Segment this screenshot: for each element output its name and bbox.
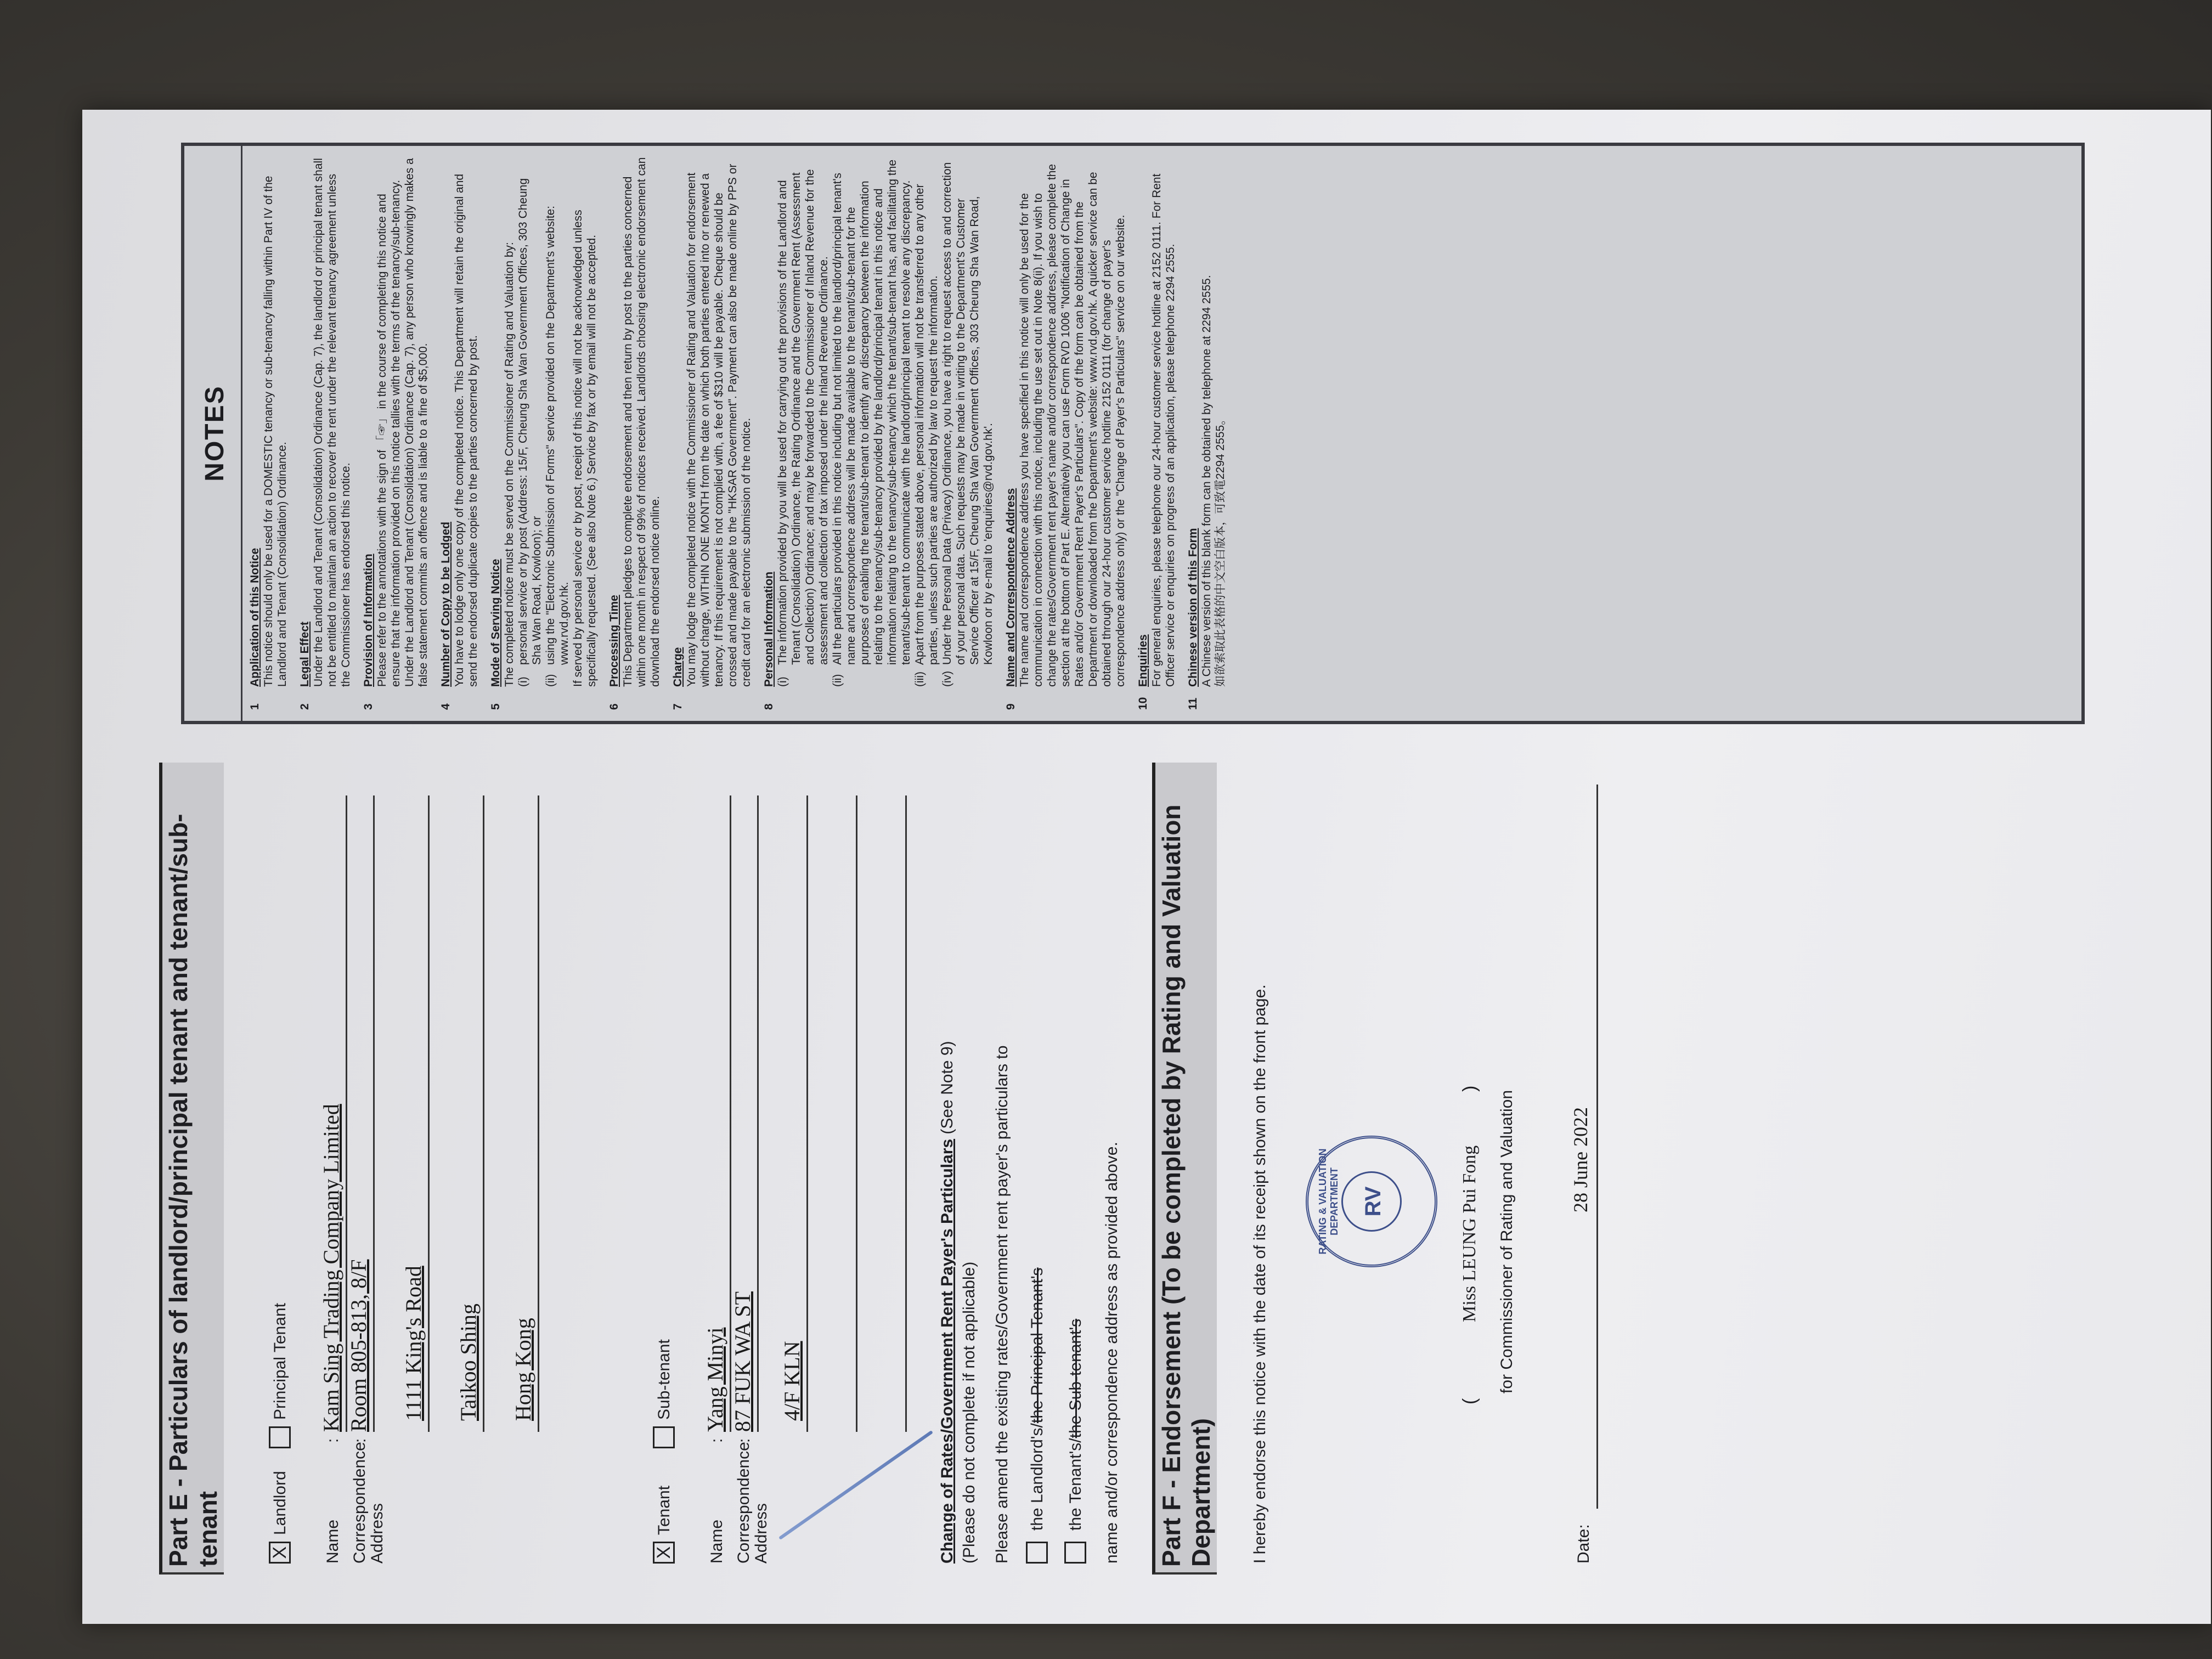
- tenant-name-label: Name: [708, 1519, 726, 1564]
- note-text: This Department pledges to complete endorsement and then return by post to the parties concerned within one month in respect of 99% of notices received. Landlords choosing electronic endorsement can download the endorsed notice online.: [622, 157, 662, 687]
- signer-name: Miss LEUNG Pui Fong: [1459, 1145, 1480, 1322]
- note-heading: Charge: [672, 647, 684, 687]
- note-heading: Personal Information: [763, 571, 775, 687]
- note-body: [1004, 157, 1127, 687]
- note-number: 11: [1187, 697, 1199, 710]
- note-item: [489, 157, 599, 710]
- landlord-change-checkbox[interactable]: [1026, 1542, 1048, 1564]
- notes-list: [248, 157, 1227, 710]
- note-text: The completed notice must be served on the Commissioner of Rating and Valuation by:: [503, 242, 516, 687]
- note-text: You may lodge the completed notice with the Commissioner of Rating and Valuation for endorsement without charge, WITHIN ONE MONTH from the date on which both parties entered into or renewed a tenancy. If this requirement is not complied with, a fee of $310 will be payable. Cheque should be crossed and made payable to the "HKSAR Government". Payment can also be made online by PPS or credit card for an electronic submission of the notice.: [685, 163, 753, 687]
- note-subitem-text: All the particulars provided in this notice including but not limited to the landlord/principal tenant's name and correspondence address will be made available to the tenant/sub-tenant for the purposes of enabling the tenant/sub-tenant to identify any discrepancy between the information relating to the tenancy/sub-tenancy provided by the landlord/principal tenant in this notice and information relating to the tenancy/sub-tenancy which the tenant/sub-tenant has, and facilitating the tenant/sub-tenant to communicate with the landlord/principal tenant to resolve any discrepancy.: [831, 159, 912, 665]
- note-subitem-text: Under the Personal Data (Privacy) Ordinance, you have a right to request access to and correction of your personal data. Such requests may be made in writing to the Department's Customer Service Officer at 15/F, Cheung Sha Wan Government Offices, 303 Cheung Sha Wan Road, Kowloon or by e-mail to 'enquiries@rvd.gov.hk'.: [941, 162, 995, 665]
- note-subitem: [831, 157, 913, 687]
- opt1-strike: the Principal Tenant's: [1028, 1267, 1046, 1424]
- note-subitem: [516, 157, 544, 687]
- note-body: [489, 157, 599, 687]
- landlord-line-3: [428, 795, 430, 1432]
- left-column: [159, 763, 2134, 1575]
- note-item: [298, 157, 353, 710]
- note-body: [439, 157, 480, 687]
- note-body: [362, 157, 430, 687]
- note-number: 4: [439, 703, 452, 710]
- note-heading: Application of this Notice: [249, 548, 261, 687]
- stamp-ring-text: RATING & VALUATION DEPARTMENT: [1317, 1148, 1340, 1255]
- note-number: 10: [1137, 697, 1149, 710]
- note-text: A Chinese version of this blank form can be obtained by telephone at 2294 2555.: [1200, 275, 1213, 687]
- tenant-line-3: [806, 795, 808, 1432]
- note-subitem-text: The information provided by you will be used for carrying out the provisions of the Landlord and Tenant (Consolidation) Ordinance, the Rating Ordinance and the Government Rent (Assessment and Collection) Ordinance; and may be forwarded to the Commissioner of Inland Revenue for the assessment and collection of tax imposed under the Inland Revenue Ordinance.: [776, 169, 830, 665]
- note-subitem: [776, 157, 831, 687]
- notes-panel: [181, 143, 2085, 724]
- note-subitem-roman: (ii): [831, 674, 844, 687]
- tenant-label: Tenant: [655, 1485, 673, 1535]
- note-item: [1186, 157, 1227, 710]
- landlord-change-label: [1028, 1267, 1047, 1531]
- part-f-title: Part F - Endorsement (To be completed by Rating and Valuation Department): [1152, 763, 1217, 1575]
- tenant-addr-colon: :: [735, 1438, 753, 1443]
- note-number: 3: [362, 703, 375, 710]
- note-number: 7: [672, 703, 684, 710]
- note-heading: Provision of Information: [362, 554, 375, 687]
- note-text: The name and correspondence address you have specified in this notice will only be used for the communication in connection with this notice, including the use set out in Note 8(ii). If you wish to change the rates/Government rent payer's name and/or correspondence address, please complete the section at the bottom of Part E. Alternatively you can use Form RVD 1006 "Notification of Change in Rates and/or Government Rent Payer's Particulars". Copy of the form can be obtained from the Department or downloaded from the Department's website: www.rvd.gov.hk. A quicker service can be obtained through our 24-hour customer service hotline 2152 0111 (for change of payer's correspondence address only) or the "Change of Payer's Particulars" service on our website.: [1018, 163, 1127, 687]
- note-subitem-text: using the "Electronic Submission of Forms" service provided on the Department's website: www.rvd.gov.hk.: [544, 205, 571, 665]
- note-subitem-roman: (i): [776, 676, 789, 687]
- landlord-colon: :: [324, 1438, 342, 1443]
- endorse-text: I hereby endorse this notice with the date of its receipt shown on the front page.: [1251, 984, 1269, 1564]
- landlord-line-2: [373, 795, 375, 1432]
- note-item: [439, 157, 480, 710]
- landlord-line-1: [346, 795, 347, 1432]
- note-text: You have to lodge only one copy of the completed notice. This Department will retain the original and send the endorsed duplicate copies to the parties concerned by post.: [453, 173, 479, 687]
- change-subtitle: (Please do not complete if not applicable): [960, 1261, 978, 1564]
- opt2-pre: the Tenant's/: [1066, 1438, 1085, 1531]
- note-subitem: [544, 157, 571, 687]
- name-corr-text: name and/or correspondence address as provided above.: [1103, 1142, 1121, 1564]
- note-item: [671, 157, 753, 710]
- tenant-change-checkbox[interactable]: [1064, 1542, 1086, 1564]
- commissioner-label: for Commissioner of Rating and Valuation: [1498, 1090, 1516, 1393]
- landlord-label: Landlord: [271, 1471, 289, 1535]
- landlord-address-label: Correspondence Address: [351, 1442, 386, 1564]
- note-text-extra: If served by personal service or by post, receipt of this notice will not be acknowledged unless specifically requested. (See also Note 6.) Service by fax or by email will not be accepted.: [572, 210, 598, 687]
- signer-paren-close: ): [1459, 1085, 1480, 1092]
- note-number: 8: [763, 703, 775, 710]
- note-subitem: [940, 157, 995, 687]
- note-subitem: [913, 157, 940, 687]
- rvd-stamp: [1306, 1136, 1437, 1267]
- landlord-name-value: Kam Sing Trading Company Limited: [319, 1104, 343, 1432]
- note-item: [1136, 157, 1177, 710]
- part-e-title: Part E - Particulars of landlord/principal tenant and tenant/sub-tenant: [159, 763, 224, 1575]
- note-subitem-text: personal service or by post (Address: 15/F, Cheung Sha Wan Government Offices, 303 Cheung Sha Wan Road, Kowloon); or: [517, 178, 543, 665]
- landlord-name-label: Name: [324, 1519, 342, 1564]
- note-item: [607, 157, 662, 710]
- landlord-addr-colon: :: [351, 1438, 369, 1443]
- note-subitem-roman: (iii): [913, 672, 926, 687]
- signer-paren: (: [1459, 1398, 1480, 1404]
- note-subitem-text: Apart from the purposes stated above, personal information will not be transferred to any other parties, unless such parties are authorized by law to request the information.: [913, 184, 940, 665]
- opt2-strike: the Sub-tenant's: [1066, 1318, 1085, 1438]
- tenant-line-1: [730, 795, 731, 1432]
- landlord-addr-line2: 1111 King's Road: [401, 1266, 426, 1421]
- note-body: [762, 157, 995, 687]
- landlord-addr-line1: Room 805-813, 8/F: [346, 1259, 371, 1432]
- note-body: [607, 157, 662, 687]
- date-line: [1596, 785, 1598, 1509]
- note-subitem-roman: (iv): [941, 670, 953, 687]
- note-subitem-roman: (i): [517, 676, 529, 687]
- landlord-line-5: [538, 795, 539, 1432]
- note-heading: Legal Effect: [298, 621, 311, 687]
- note-item: [762, 157, 995, 710]
- note-item: [362, 157, 430, 710]
- note-heading: Mode of Serving Notice: [489, 558, 502, 687]
- note-body: [248, 157, 289, 687]
- note-item: [1004, 157, 1127, 710]
- note-number: 6: [608, 703, 620, 710]
- note-heading: Name and Correspondence Address: [1005, 488, 1017, 687]
- form-sheet: [82, 110, 2211, 1624]
- note-item: [248, 157, 289, 710]
- date-value: 28 June 2022: [1570, 1107, 1592, 1212]
- note-number: 1: [249, 703, 261, 710]
- tenant-change-label: [1066, 1319, 1085, 1531]
- note-heading: Number of Copy to be Lodged: [439, 522, 452, 687]
- tenant-line-5: [905, 795, 907, 1432]
- principal-tenant-checkbox[interactable]: [269, 1426, 291, 1448]
- note-number: 2: [298, 703, 311, 710]
- change-title: [938, 1041, 957, 1564]
- note-text: Please refer to the annotations with the sign of 「☞」 in the course of completing this notice and ensure that the information provided on this notice tallies with the terms of the tenancy/sub-tenancy. Under the Landlord and Tenant (Consolidation) Ordinance (Cap. 7), any person who knowingly makes a false statement commits an offence and is liable to a fine of $5,000.: [376, 158, 430, 687]
- tenant-line-2: [757, 795, 759, 1432]
- note-text-extra: 如欲索取此表格的中文空白版本，可致電2294 2555。: [1214, 413, 1227, 687]
- landlord-checkbox[interactable]: X: [269, 1542, 291, 1564]
- note-text: For general enquiries, please telephone our 24-hour customer service hotline at 2152 0111. For Rent Officer service or enquiries on progress of an application, please telephone 2294 2555.: [1150, 173, 1177, 687]
- tenant-checkbox[interactable]: X: [653, 1542, 675, 1564]
- date-label: Date:: [1575, 1524, 1593, 1564]
- change-note: (See Note 9): [938, 1041, 956, 1135]
- notes-title: NOTES: [192, 146, 242, 721]
- note-body: [1136, 157, 1177, 687]
- note-text: This notice should only be used for a DOMESTIC tenancy or sub-tenancy falling within Part IV of the Landlord and Tenant (Consolidation) Ordinance.: [262, 176, 289, 687]
- note-text: Under the Landlord and Tenant (Consolidation) Ordinance (Cap. 7), the landlord or principal tenant shall not be entitled to maintain an action to recover the rent under the relevant tenancy agreement unless the Commissioner has endorsed this notice.: [312, 158, 352, 687]
- landlord-addr-line3: Taikoo Shing: [456, 1304, 481, 1421]
- tenant-line-4: [856, 795, 857, 1432]
- note-number: 9: [1005, 703, 1017, 710]
- note-body: [671, 157, 753, 687]
- stamp-center: RV: [1341, 1171, 1402, 1232]
- amend-text: Please amend the existing rates/Government rent payer's particulars to: [993, 1045, 1011, 1564]
- tenant-address-label: Correspondence Address: [735, 1442, 770, 1564]
- opt1-pre: the Landlord's/: [1028, 1423, 1046, 1531]
- sub-tenant-checkbox[interactable]: [653, 1426, 675, 1448]
- note-body: [1186, 157, 1227, 687]
- note-heading: Chinese version of this Form: [1187, 528, 1199, 687]
- sub-tenant-label: Sub-tenant: [655, 1339, 673, 1420]
- note-subitem-roman: (ii): [544, 674, 557, 687]
- pen-stroke-mark: [778, 1430, 933, 1540]
- note-body: [298, 157, 353, 687]
- note-number: 5: [489, 703, 502, 710]
- landlord-addr-line4: Hong Kong: [511, 1318, 535, 1421]
- principal-tenant-label: Principal Tenant: [271, 1303, 289, 1420]
- change-title-text: Change of Rates/Government Rent Payer's Particulars: [938, 1138, 956, 1564]
- landlord-line-4: [483, 795, 484, 1432]
- tenant-colon: :: [708, 1438, 726, 1443]
- tenant-name-value: Yang Minyi: [703, 1327, 727, 1432]
- tenant-addr-line2: 4/F KLN: [780, 1341, 804, 1421]
- tenant-addr-line1: 87 FUK WA ST: [730, 1291, 755, 1432]
- note-heading: Enquiries: [1137, 634, 1149, 687]
- note-heading: Processing Time: [608, 595, 620, 687]
